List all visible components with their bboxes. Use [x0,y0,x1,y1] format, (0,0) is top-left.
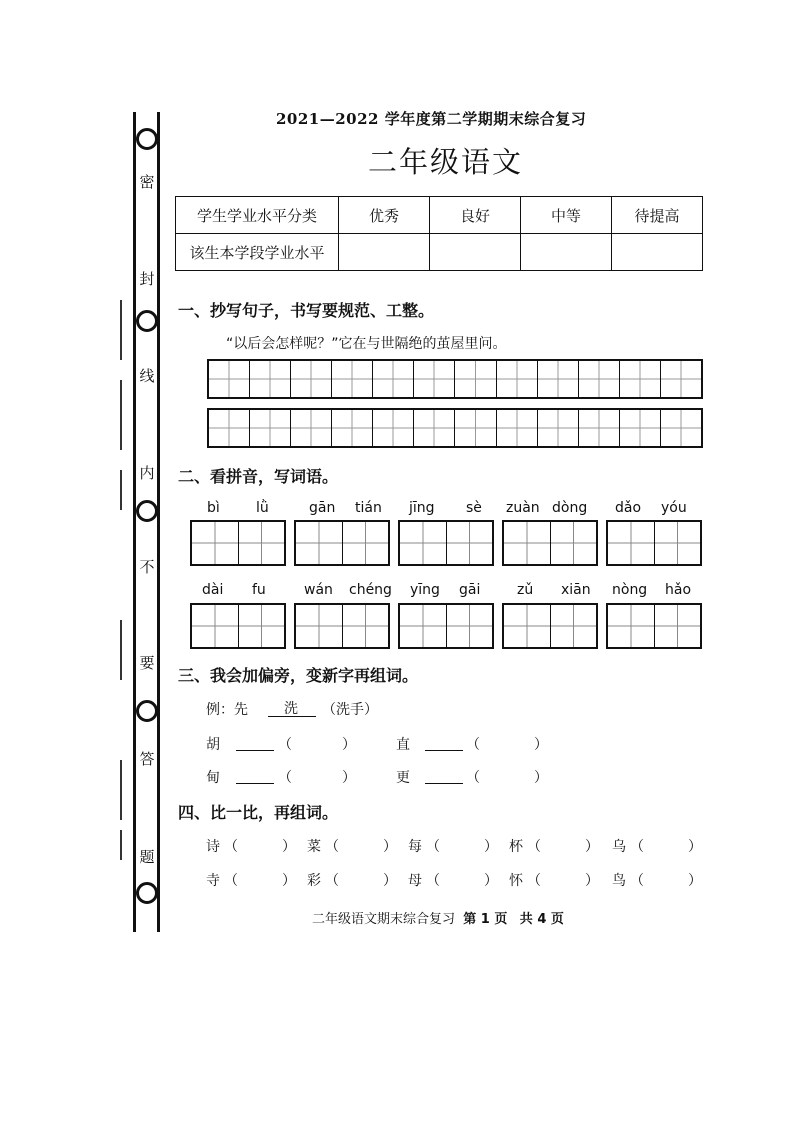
seal-char: 线 [139,367,155,385]
answer-blank[interactable] [425,750,463,751]
seam-line [120,470,122,510]
pinyin-answer-box[interactable] [190,603,286,649]
seam-line [120,300,122,360]
grid-cell[interactable] [332,361,373,397]
paren-close: ） [342,737,356,753]
paren-open: （ [426,839,440,855]
pinyin-answer-box[interactable] [294,603,390,649]
seam-line [120,380,122,450]
paren-close: ） [484,873,498,889]
table-cell-empty[interactable] [521,234,612,271]
footer-page: 第 1 页 [463,912,508,927]
grid-cell[interactable] [447,522,493,564]
compare-char: 杯 [509,839,523,855]
binding-hole [136,500,158,522]
pinyin-label: wán [304,582,333,598]
grid-cell[interactable] [538,410,579,446]
binding-rail-right [157,112,160,932]
grid-cell[interactable] [661,410,701,446]
grid-cell[interactable] [400,522,447,564]
pinyin-answer-box[interactable] [606,603,702,649]
grid-cell[interactable] [239,522,285,564]
paren-open: （ [278,770,292,786]
paren-open: （ [630,873,644,889]
grid-cell[interactable] [296,605,343,647]
pinyin-label: zǔ [517,582,534,598]
paren-open: （ [527,839,541,855]
grid-cell[interactable] [579,410,620,446]
seal-char: 要 [139,654,155,672]
pinyin-label: nòng [612,582,648,598]
answer-blank[interactable] [236,750,274,751]
paren-close: ） [534,770,548,786]
table-cell-empty[interactable] [430,234,521,271]
paren-open: （ [325,839,339,855]
answer-blank[interactable] [236,783,274,784]
example-word: （洗手） [322,702,378,718]
paren-close: ） [585,873,599,889]
pinyin-label: dài [202,582,224,598]
table-cell-empty[interactable] [612,234,703,271]
seam-line [120,620,122,680]
seal-char: 不 [139,558,155,576]
section-heading: 四、比一比，再组词。 [178,803,339,822]
paren-close: ） [688,839,702,855]
pinyin-label: jīng [409,500,435,516]
table-row [176,197,703,234]
pinyin-answer-box[interactable] [190,520,286,566]
binding-hole [136,882,158,904]
table-row [176,234,703,271]
compare-char: 怀 [509,873,523,889]
radical-char: 更 [396,770,410,786]
table-cell: 优秀 [339,197,430,234]
pinyin-answer-box[interactable] [398,520,494,566]
grid-cell[interactable] [551,605,597,647]
grid-cell[interactable] [504,605,551,647]
pinyin-label: chéng [349,582,392,598]
pinyin-label: gāi [459,582,481,598]
table-cell: 待提高 [612,197,703,234]
radical-char: 甸 [206,770,220,786]
pinyin-label: tián [355,500,382,516]
pinyin-answer-box[interactable] [398,603,494,649]
grid-cell[interactable] [414,410,455,446]
level-table [175,196,703,271]
footer-name: 二年级语文期末综合复习 [312,912,456,927]
paren-close: ） [383,839,397,855]
section-heading: 一、抄写句子，书写要规范、工整。 [178,301,435,320]
section-heading: 二、看拼音，写词语。 [178,467,339,486]
grid-cell[interactable] [497,410,538,446]
footer-total: 共 4 页 [519,912,564,927]
grid-cell[interactable] [209,361,250,397]
pinyin-label: yóu [661,500,687,516]
paren-close: ） [383,873,397,889]
paren-open: （ [466,770,480,786]
exam-subtitle: 2021—2022 学年度第二学期期末综合复习 [276,110,587,128]
seal-char: 答 [139,750,155,768]
radical-char: 胡 [206,737,220,753]
grid-cell[interactable] [239,605,285,647]
paren-close: ） [585,839,599,855]
example-underline [268,716,316,717]
binding-hole [136,310,158,332]
paren-open: （ [466,737,480,753]
seal-char: 封 [139,270,155,288]
compare-char: 彩 [307,873,321,889]
grid-cell[interactable] [250,410,291,446]
table-cell: 中等 [521,197,612,234]
grid-cell[interactable] [192,605,239,647]
pinyin-label: lǜ [256,500,269,516]
section-heading: 三、我会加偏旁，变新字再组词。 [178,666,419,685]
paren-open: （ [224,839,238,855]
binding-hole [136,700,158,722]
binding-hole [136,128,158,150]
copy-sentence: “以后会怎样呢？”它在与世隔绝的茧屋里问。 [226,336,507,352]
grid-cell[interactable] [655,605,701,647]
example-answer: 洗 [284,701,298,717]
paren-close: ） [484,839,498,855]
grid-cell[interactable] [192,522,239,564]
compare-char: 诗 [206,839,220,855]
grid-cell[interactable] [343,605,389,647]
grid-cell[interactable] [655,522,701,564]
paren-open: （ [527,873,541,889]
pinyin-label: xiān [561,582,591,598]
pinyin-label: yīng [410,582,440,598]
grid-cell[interactable] [343,522,389,564]
example-label: 例：先 [206,702,248,718]
seal-char: 密 [139,173,155,191]
copy-grid-row[interactable] [207,359,703,399]
paren-close: ） [282,873,296,889]
grid-cell[interactable] [373,410,414,446]
compare-char: 乌 [612,839,626,855]
grid-cell[interactable] [661,361,701,397]
grid-cell[interactable] [296,522,343,564]
compare-char: 母 [408,873,422,889]
grid-cell[interactable] [291,410,332,446]
copy-grid-row[interactable] [207,408,703,448]
grid-cell[interactable] [455,361,496,397]
table-cell-empty[interactable] [339,234,430,271]
paren-open: （ [426,873,440,889]
pinyin-label: sè [466,500,482,516]
paren-close: ） [534,737,548,753]
radical-char: 直 [396,737,410,753]
paren-open: （ [278,737,292,753]
paren-open: （ [325,873,339,889]
pinyin-answer-box[interactable] [502,520,598,566]
grid-cell[interactable] [291,361,332,397]
compare-char: 鸟 [612,873,626,889]
grid-cell[interactable] [209,410,250,446]
binding-rail-left [133,112,136,932]
grid-cell[interactable] [250,361,291,397]
grid-cell[interactable] [579,361,620,397]
compare-char: 每 [408,839,422,855]
seal-char: 题 [139,848,155,866]
grid-cell[interactable] [400,605,447,647]
table-cell: 学生学业水平分类 [176,197,339,234]
compare-char: 寺 [206,873,220,889]
seam-line [120,830,122,860]
seal-char: 内 [139,464,155,482]
pinyin-label: fu [252,582,266,598]
pinyin-label: dòng [552,500,588,516]
grid-cell[interactable] [373,361,414,397]
paren-open: （ [630,839,644,855]
pinyin-label: bì [207,500,220,516]
pinyin-label: gān [309,500,336,516]
grid-cell[interactable] [414,361,455,397]
grid-cell[interactable] [620,410,661,446]
pinyin-label: zuàn [506,500,540,516]
table-cell: 良好 [430,197,521,234]
grid-cell[interactable] [497,361,538,397]
grid-cell[interactable] [455,410,496,446]
table-cell: 该生本学段学业水平 [176,234,339,271]
grid-cell[interactable] [620,361,661,397]
grid-cell[interactable] [608,522,655,564]
paren-close: ） [282,839,296,855]
page-footer [312,908,564,927]
pinyin-answer-box[interactable] [294,520,390,566]
grid-cell[interactable] [504,522,551,564]
exam-title: 二年级语文 [368,145,524,179]
grid-cell[interactable] [608,605,655,647]
pinyin-label: dǎo [615,500,642,516]
pinyin-label: hǎo [665,582,692,598]
paren-open: （ [224,873,238,889]
paren-close: ） [688,873,702,889]
paren-close: ） [342,770,356,786]
answer-blank[interactable] [425,783,463,784]
grid-cell[interactable] [551,522,597,564]
grid-cell[interactable] [538,361,579,397]
pinyin-answer-box[interactable] [606,520,702,566]
grid-cell[interactable] [332,410,373,446]
grid-cell[interactable] [447,605,493,647]
compare-char: 菜 [307,839,321,855]
seam-line [120,760,122,820]
pinyin-answer-box[interactable] [502,603,598,649]
